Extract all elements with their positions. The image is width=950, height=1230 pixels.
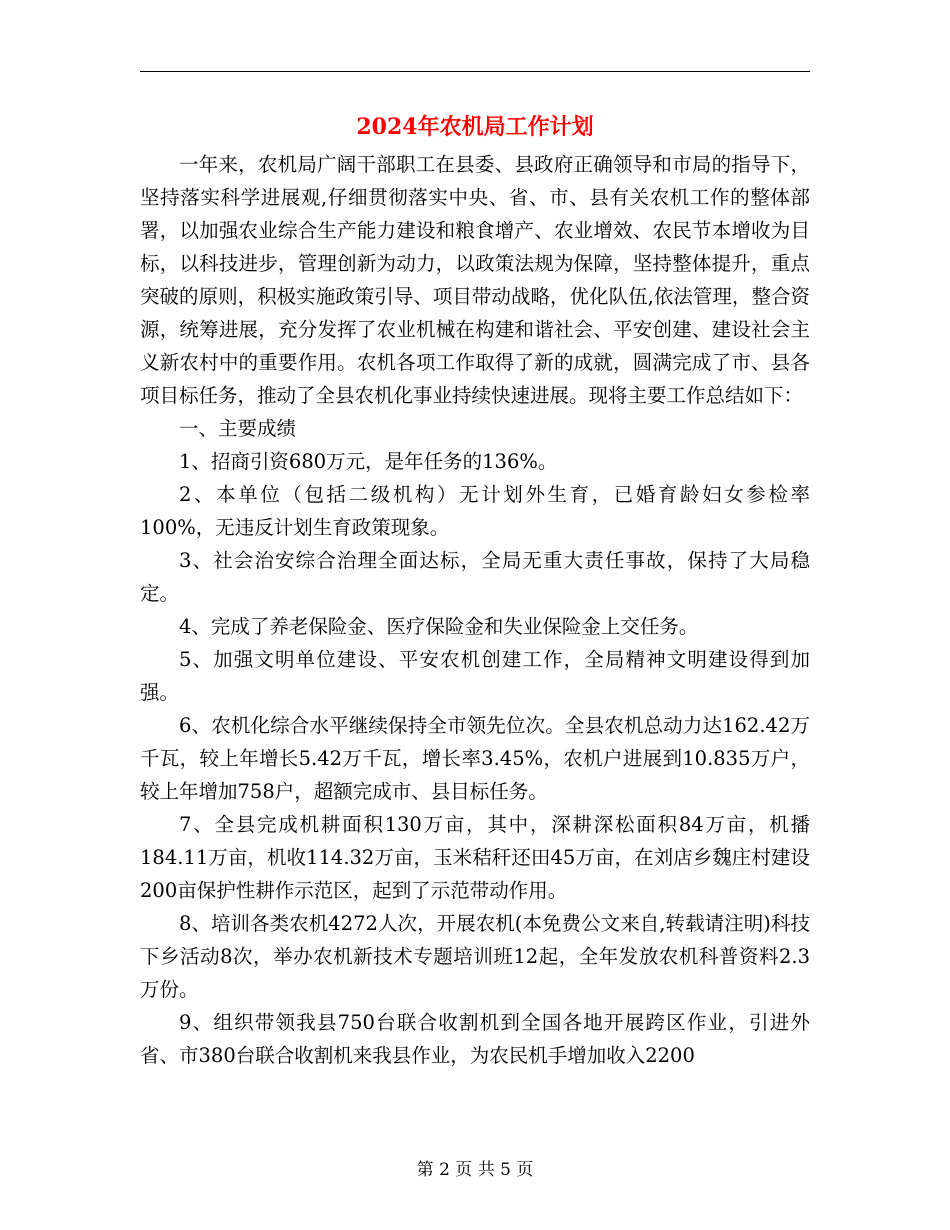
list-item: 9、组织带领我县750台联合收割机到全国各地开展跨区作业，引进外省、市380台联合收割机来我县作业，为农民机手增加收入2200: [140, 1011, 810, 1067]
list-item: 3、社会治安综合治理全面达标，全局无重大责任事故，保持了大局稳定。: [140, 549, 810, 605]
list-item: 8、培训各类农机4272人次，开展农机(本免费公文来自,转载请注明)科技下乡活动8次，举办农机新技术专题培训班12起，全年发放农机科普资料2.3万份。: [140, 912, 810, 1001]
document-body: [140, 148, 810, 1072]
list-item: 6、农机化综合水平继续保持全市领先位次。全县农机总动力达162.42万千瓦，较上年增长5.42万千瓦，增长率3.45%，农机户进展到10.835万户，较上年增加758户，超额完成市、县目标任务。: [140, 714, 810, 803]
page-footer: 第 2 页 共 5 页: [416, 1160, 534, 1180]
document-title: 2024年农机局工作计划: [356, 114, 594, 140]
list-item: 1、招商引资680万元，是年任务的136%。: [179, 450, 558, 473]
list-item: 7、全县完成机耕面积130万亩，其中，深耕深松面积84万亩，机播184.11万亩，机收114.32万亩，玉米秸秆还田45万亩，在刘店乡魏庄村建设200亩保护性耕作示范区，起到了示范带动作用。: [140, 813, 810, 902]
section-heading: 一、主要成绩: [179, 417, 297, 440]
paragraph-intro: 一年来，农机局广阔干部职工在县委、县政府正确领导和市局的指导下，坚持落实科学进展观,仔细贯彻落实中央、省、市、县有关农机工作的整体部署，以加强农业综合生产能力建设和粮食增产、农业增效、农民节本增收为目标，以科技进步，管理创新为动力，以政策法规为保障，坚持整体提升，重点突破的原则，积极实施政策引导、项目带动战略，优化队伍,依法管理，整合资源，统筹进展，充分发挥了农业机械在构建和谐社会、平安创建、建设社会主义新农村中的重要作用。农机各项工作取得了新的成就，圆满完成了市、县各项目标任务，推动了全县农机化事业持续快速进展。现将主要工作总结如下：: [140, 153, 810, 407]
list-item: 5、加强文明单位建设、平安农机创建工作，全局精神文明建设得到加强。: [140, 648, 810, 704]
header-rule: [140, 71, 810, 72]
list-item: 2、本单位（包括二级机构）无计划外生育，已婚育龄妇女参检率100%，无违反计划生育政策现象。: [140, 483, 810, 539]
list-item: 4、完成了养老保险金、医疗保险金和失业保险金上交任务。: [179, 615, 699, 638]
